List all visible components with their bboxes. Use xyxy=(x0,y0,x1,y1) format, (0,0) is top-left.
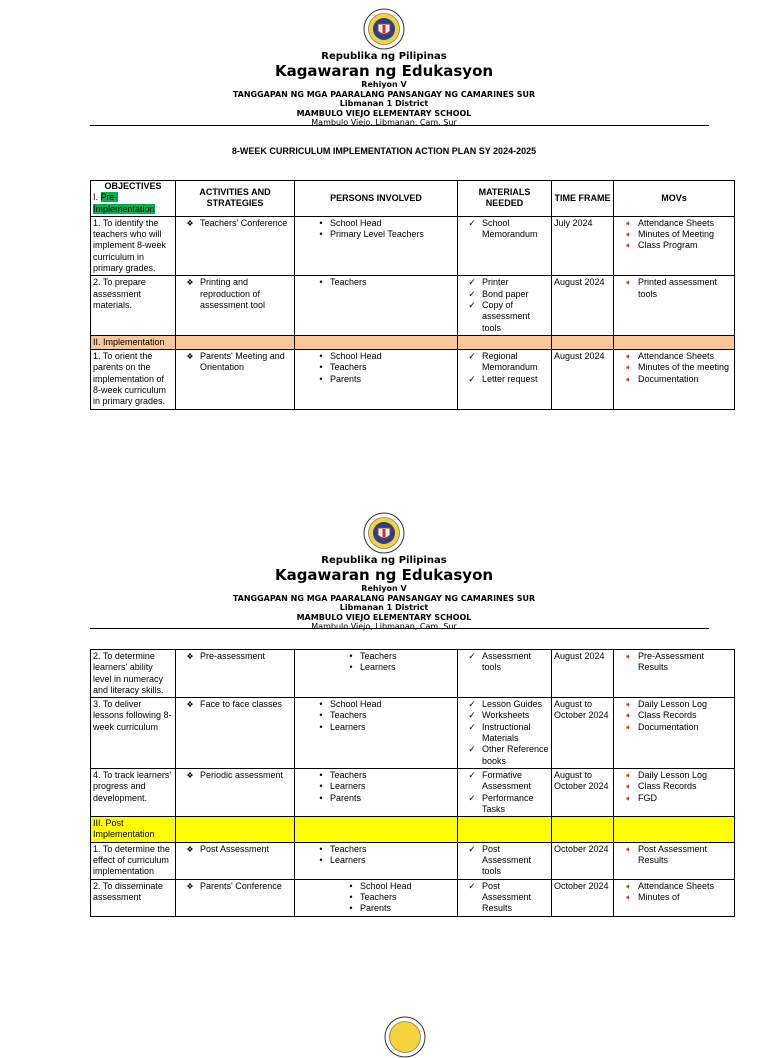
time-frame-cell: October 2024 xyxy=(552,879,614,916)
col-time-frame: TIME FRAME xyxy=(552,181,614,217)
materials-cell xyxy=(458,216,552,275)
activity-item-text: Periodic assessment xyxy=(200,769,284,780)
table-row xyxy=(91,216,735,275)
movs-cell xyxy=(614,276,735,335)
material-item-text: Lesson Guides xyxy=(482,699,543,710)
person-item xyxy=(297,699,455,710)
school-address: Mambulo Viejo, Libmanan, Cam. Sur xyxy=(311,118,457,127)
movs-cell xyxy=(614,842,735,879)
mov-item xyxy=(616,781,732,792)
checkmark-icon: ✓ xyxy=(468,880,476,891)
dot-bullet-icon: • xyxy=(319,277,323,288)
material-item-text: Letter request xyxy=(482,373,538,384)
person-item xyxy=(297,844,455,855)
objective-cell: 3. To deliver lessons following 8-week curriculum xyxy=(91,698,176,769)
checkmark-icon: ✓ xyxy=(468,721,476,732)
movs-cell xyxy=(614,768,735,816)
mov-item xyxy=(616,770,732,781)
department-title: Kagawaran ng Edukasyon xyxy=(274,62,494,80)
mov-item-text: Attendance Sheets xyxy=(638,217,715,228)
objective-cell: 2. To prepare assessment materials. xyxy=(91,276,176,335)
time-frame-cell: July 2024 xyxy=(552,216,614,275)
activity-item-text: Parents' Meeting and Orientation xyxy=(200,351,285,373)
checkmark-icon: ✓ xyxy=(468,699,476,710)
objective-cell: 4. To track learners' progress and development. xyxy=(91,768,176,816)
dot-bullet-icon: • xyxy=(349,891,353,902)
arrow-bullet-icon: ➧ xyxy=(624,881,632,891)
region-line: Rehiyon V xyxy=(361,584,407,593)
mov-item-text: Minutes of the meeting xyxy=(638,362,730,373)
material-item xyxy=(460,277,549,288)
arrow-bullet-icon: ➧ xyxy=(624,652,632,661)
person-item-text: Parents xyxy=(360,903,392,914)
empty-cell xyxy=(176,335,295,349)
person-item xyxy=(297,229,455,240)
materials-cell xyxy=(458,276,552,335)
activities-cell xyxy=(176,216,295,275)
objective-cell: 2. To disseminate assessment xyxy=(91,879,176,916)
movs-cell xyxy=(614,698,735,769)
dot-bullet-icon: • xyxy=(319,781,323,792)
time-frame-cell: August 2024 xyxy=(552,276,614,335)
mov-item-text: Documentation xyxy=(638,721,699,732)
person-item xyxy=(297,662,455,673)
empty-cell xyxy=(614,817,735,843)
material-item xyxy=(460,351,549,374)
person-item xyxy=(297,277,455,288)
mov-item-text: Documentation xyxy=(638,373,699,384)
diamond-bullet-icon: ❖ xyxy=(186,881,194,891)
mov-item xyxy=(616,881,732,892)
empty-cell xyxy=(458,335,552,349)
person-item-text: Teachers xyxy=(330,843,367,854)
document-title: 8-WEEK CURRICULUM IMPLEMENTATION ACTION PLAN SY 2024-2025 xyxy=(231,146,537,156)
materials-cell xyxy=(458,350,552,409)
page1-header xyxy=(0,8,768,128)
dot-bullet-icon: • xyxy=(349,662,353,673)
mov-item-text: Attendance Sheets xyxy=(638,351,715,362)
materials-cell xyxy=(458,842,552,879)
dot-bullet-icon: • xyxy=(319,373,323,384)
persons-cell xyxy=(295,768,458,816)
material-item-text: Other Reference books xyxy=(482,744,549,766)
materials-cell xyxy=(458,768,552,816)
district-line: Libmanan 1 District xyxy=(339,99,429,108)
person-item-text: Parents xyxy=(330,792,362,803)
person-item-text: School Head xyxy=(330,699,382,710)
movs-cell xyxy=(614,650,735,698)
materials-cell xyxy=(458,650,552,698)
dot-bullet-icon: • xyxy=(319,843,323,854)
checkmark-icon: ✓ xyxy=(468,299,476,310)
diamond-bullet-icon: ❖ xyxy=(186,278,194,288)
mov-item-text: Minutes of Meeting xyxy=(638,229,715,240)
person-item xyxy=(297,881,455,892)
material-item xyxy=(460,374,549,385)
activity-item xyxy=(178,351,292,374)
material-item-text: School Memorandum xyxy=(482,217,538,240)
persons-cell xyxy=(295,698,458,769)
person-item-text: Teachers xyxy=(330,769,367,780)
mov-item xyxy=(616,722,732,733)
deped-seal-icon xyxy=(363,512,405,554)
activity-item-text: Pre-assessment xyxy=(200,651,266,661)
section-row-post-implementation xyxy=(91,817,735,843)
diamond-bullet-icon: ❖ xyxy=(186,352,194,362)
dot-bullet-icon: • xyxy=(319,769,323,780)
division-office-line: TANGGAPAN NG MGA PAARALANG PANSANGAY NG CAMARINES SUR xyxy=(232,89,536,99)
material-item xyxy=(460,744,549,767)
person-item-text: Learners xyxy=(330,855,366,866)
arrow-bullet-icon: ➧ xyxy=(624,241,632,251)
material-item-text: Instructional Materials xyxy=(482,721,531,744)
activities-cell xyxy=(176,276,295,335)
dot-bullet-icon: • xyxy=(319,351,323,362)
material-item-text: Performance Tasks xyxy=(482,792,534,814)
arrow-bullet-icon: ➧ xyxy=(624,700,632,710)
persons-cell xyxy=(295,276,458,335)
person-item-text: Teachers xyxy=(330,362,367,373)
activity-item xyxy=(178,770,292,781)
mov-item xyxy=(616,710,732,721)
diamond-bullet-icon: ❖ xyxy=(186,218,194,228)
person-item xyxy=(297,855,455,866)
dot-bullet-icon: • xyxy=(319,721,323,732)
checkmark-icon: ✓ xyxy=(468,792,476,803)
header-divider xyxy=(90,125,709,126)
mov-item xyxy=(616,699,732,710)
checkmark-icon: ✓ xyxy=(468,351,476,362)
table-row xyxy=(91,879,735,916)
person-item-text: Teachers xyxy=(330,710,367,721)
empty-cell xyxy=(176,817,295,843)
materials-cell xyxy=(458,879,552,916)
mov-item xyxy=(616,362,732,373)
district-line: Libmanan 1 District xyxy=(339,603,429,612)
person-item xyxy=(297,892,455,903)
region-line: Rehiyon V xyxy=(361,80,407,89)
material-item xyxy=(460,710,549,721)
activities-cell xyxy=(176,698,295,769)
person-item xyxy=(297,793,455,804)
person-item-text: School Head xyxy=(330,217,382,228)
mov-item-text: Post Assessment Results xyxy=(638,843,708,866)
activity-item xyxy=(178,881,292,892)
checkmark-icon: ✓ xyxy=(468,769,476,780)
table-row xyxy=(91,350,735,409)
persons-cell xyxy=(295,879,458,916)
dot-bullet-icon: • xyxy=(319,699,323,710)
material-item xyxy=(460,770,549,793)
mov-item-text: Daily Lesson Log xyxy=(638,769,708,780)
diamond-bullet-icon: ❖ xyxy=(186,652,194,661)
col-materials: MATERIALS NEEDED xyxy=(458,181,552,217)
dot-bullet-icon: • xyxy=(319,229,323,240)
checkmark-icon: ✓ xyxy=(468,651,476,661)
person-item-text: School Head xyxy=(360,880,412,891)
diamond-bullet-icon: ❖ xyxy=(186,700,194,710)
arrow-bullet-icon: ➧ xyxy=(624,363,632,373)
material-item-text: Regional Memorandum xyxy=(482,351,538,373)
header-divider xyxy=(90,628,709,629)
arrow-bullet-icon: ➧ xyxy=(624,892,632,902)
deped-seal-icon xyxy=(363,8,405,50)
person-item-text: Teachers xyxy=(330,277,367,288)
table-row xyxy=(91,276,735,335)
school-name: MAMBULO VIEJO ELEMENTARY SCHOOL xyxy=(296,612,472,622)
page2-header xyxy=(0,512,768,632)
person-item-text: Parents xyxy=(330,373,362,384)
dot-bullet-icon: • xyxy=(319,710,323,721)
material-item-text: Copy of assessment tools xyxy=(482,299,531,333)
empty-cell xyxy=(458,817,552,843)
person-item xyxy=(297,218,455,229)
department-title: Kagawaran ng Edukasyon xyxy=(274,566,494,584)
mov-item-text: Attendance Sheets xyxy=(638,880,715,891)
school-address: Mambulo Viejo, Libmanan, Cam. Sur xyxy=(311,622,457,631)
person-item-text: School Head xyxy=(330,351,382,362)
person-item xyxy=(297,651,455,662)
section-row-implementation xyxy=(91,335,735,349)
person-item-text: Learners xyxy=(360,662,396,673)
activity-item xyxy=(178,277,292,311)
arrow-bullet-icon: ➧ xyxy=(624,722,632,732)
movs-cell xyxy=(614,216,735,275)
persons-cell xyxy=(295,216,458,275)
deped-seal-icon xyxy=(384,1016,426,1058)
person-item xyxy=(297,781,455,792)
movs-cell xyxy=(614,350,735,409)
activities-cell xyxy=(176,768,295,816)
material-item-text: Bond paper xyxy=(482,288,529,299)
mov-item-text: Class Records xyxy=(638,781,697,792)
objective-cell: 1. To identify the teachers who will implement 8-week curriculum in primary grades. xyxy=(91,216,176,275)
division-office-line: TANGGAPAN NG MGA PAARALANG PANSANGAY NG CAMARINES SUR xyxy=(232,593,536,603)
material-item-text: Formative Assessment xyxy=(482,769,532,792)
activity-item-text: Post Assessment xyxy=(200,843,270,854)
diamond-bullet-icon: ❖ xyxy=(186,844,194,854)
objective-cell: 2. To determine learners' ability level in numeracy and literacy skills. xyxy=(91,650,176,698)
dot-bullet-icon: • xyxy=(319,362,323,373)
republic-line: Republika ng Pilipinas xyxy=(321,555,447,566)
material-item-text: Assessment tools xyxy=(482,651,532,673)
empty-cell xyxy=(295,335,458,349)
arrow-bullet-icon: ➧ xyxy=(624,793,632,803)
mov-item-text: Printed assessment tools xyxy=(638,277,718,299)
empty-cell xyxy=(552,817,614,843)
mov-item xyxy=(616,374,732,385)
activity-item xyxy=(178,218,292,229)
table-row xyxy=(91,650,735,698)
material-item xyxy=(460,793,549,816)
arrow-bullet-icon: ➧ xyxy=(624,711,632,721)
activity-item xyxy=(178,699,292,710)
diamond-bullet-icon: ❖ xyxy=(186,770,194,780)
material-item xyxy=(460,651,549,674)
arrow-bullet-icon: ➧ xyxy=(624,230,632,240)
activities-cell xyxy=(176,879,295,916)
persons-cell xyxy=(295,650,458,698)
time-frame-cell: August to October 2024 xyxy=(552,698,614,769)
arrow-bullet-icon: ➧ xyxy=(624,352,632,362)
person-item xyxy=(297,362,455,373)
person-item-text: Teachers xyxy=(360,651,397,661)
activity-item-text: Face to face classes xyxy=(200,699,283,710)
material-item xyxy=(460,218,549,241)
material-item-text: Post Assessment tools xyxy=(482,843,532,877)
dot-bullet-icon: • xyxy=(349,903,353,914)
mov-item xyxy=(616,229,732,240)
dot-bullet-icon: • xyxy=(319,217,323,228)
mov-item-text: Minutes of xyxy=(638,891,680,902)
activities-cell xyxy=(176,650,295,698)
mov-item xyxy=(616,651,732,674)
material-item-text: Printer xyxy=(482,277,509,288)
dot-bullet-icon: • xyxy=(349,880,353,891)
checkmark-icon: ✓ xyxy=(468,217,476,228)
mov-item-text: Daily Lesson Log xyxy=(638,699,708,710)
checkmark-icon: ✓ xyxy=(468,288,476,299)
material-item xyxy=(460,881,549,915)
materials-cell xyxy=(458,698,552,769)
republic-line: Republika ng Pilipinas xyxy=(321,51,447,62)
objective-cell: 1. To orient the parents on the implementation of 8-week curriculum in primary grades. xyxy=(91,350,176,409)
movs-cell xyxy=(614,879,735,916)
dot-bullet-icon: • xyxy=(349,651,353,661)
section-pre-implementation xyxy=(91,192,175,216)
person-item-text: Primary Level Teachers xyxy=(330,229,424,240)
arrow-bullet-icon: ➧ xyxy=(624,844,632,854)
col-persons: PERSONS INVOLVED xyxy=(295,181,458,217)
mov-item xyxy=(616,240,732,251)
activities-cell xyxy=(176,842,295,879)
material-item xyxy=(460,289,549,300)
time-frame-cell: October 2024 xyxy=(552,842,614,879)
mov-item-text: Class Records xyxy=(638,710,697,721)
activity-item-text: Parents' Conference xyxy=(200,880,282,891)
activity-item-text: Teachers' Conference xyxy=(200,217,288,228)
section-implementation-label: II. Implementation xyxy=(91,335,176,349)
col-objectives xyxy=(91,181,176,217)
person-item xyxy=(297,903,455,914)
activities-cell xyxy=(176,350,295,409)
material-item-text: Worksheets xyxy=(482,710,530,721)
arrow-bullet-icon: ➧ xyxy=(624,278,632,288)
checkmark-icon: ✓ xyxy=(468,843,476,854)
arrow-bullet-icon: ➧ xyxy=(624,374,632,384)
col-objectives-label: OBJECTIVES xyxy=(104,181,162,191)
person-item xyxy=(297,722,455,733)
arrow-bullet-icon: ➧ xyxy=(624,770,632,780)
empty-cell xyxy=(295,817,458,843)
dot-bullet-icon: • xyxy=(319,855,323,866)
section-pre-number: I. xyxy=(93,192,101,203)
person-item-text: Learners xyxy=(330,781,366,792)
mov-item xyxy=(616,218,732,229)
person-item xyxy=(297,770,455,781)
persons-cell xyxy=(295,842,458,879)
persons-cell xyxy=(295,350,458,409)
mov-item xyxy=(616,892,732,903)
action-plan-table-page2 xyxy=(90,649,735,917)
table-row xyxy=(91,842,735,879)
material-item xyxy=(460,844,549,878)
arrow-bullet-icon: ➧ xyxy=(624,782,632,792)
objective-cell: 1. To determine the effect of curriculum implementation xyxy=(91,842,176,879)
material-item xyxy=(460,722,549,745)
mov-item xyxy=(616,793,732,804)
activity-item-text: Printing and reproduction of assessment tool xyxy=(200,277,266,310)
activity-item xyxy=(178,844,292,855)
checkmark-icon: ✓ xyxy=(468,277,476,288)
table-row xyxy=(91,768,735,816)
material-item xyxy=(460,300,549,334)
empty-cell xyxy=(614,335,735,349)
dot-bullet-icon: • xyxy=(319,792,323,803)
material-item-text: Post Assessment Results xyxy=(482,880,532,914)
mov-item xyxy=(616,351,732,362)
activity-item xyxy=(178,651,292,662)
time-frame-cell: August 2024 xyxy=(552,350,614,409)
mov-item-text: FGD xyxy=(638,792,657,803)
table-header-row xyxy=(91,181,735,217)
mov-item-text: Class Program xyxy=(638,240,698,251)
person-item xyxy=(297,710,455,721)
mov-item-text: Pre-Assessment Results xyxy=(638,651,705,673)
checkmark-icon: ✓ xyxy=(468,744,476,755)
mov-item xyxy=(616,277,732,300)
material-item xyxy=(460,699,549,710)
checkmark-icon: ✓ xyxy=(468,710,476,721)
person-item xyxy=(297,351,455,362)
person-item xyxy=(297,374,455,385)
person-item-text: Learners xyxy=(330,721,366,732)
section-post-label: III. Post Implementation xyxy=(91,817,176,843)
section-pre-label: Pre-Implementation xyxy=(93,192,155,214)
person-item-text: Teachers xyxy=(360,891,397,902)
time-frame-cell: August 2024 xyxy=(552,650,614,698)
checkmark-icon: ✓ xyxy=(468,373,476,384)
time-frame-cell: August to October 2024 xyxy=(552,768,614,816)
col-activities: ACTIVITIES AND STRATEGIES xyxy=(176,181,295,217)
col-movs: MOVs xyxy=(614,181,735,217)
table-row xyxy=(91,698,735,769)
arrow-bullet-icon: ➧ xyxy=(624,218,632,228)
action-plan-table-page1 xyxy=(90,180,735,410)
mov-item xyxy=(616,844,732,867)
school-name: MAMBULO VIEJO ELEMENTARY SCHOOL xyxy=(296,108,472,118)
empty-cell xyxy=(552,335,614,349)
